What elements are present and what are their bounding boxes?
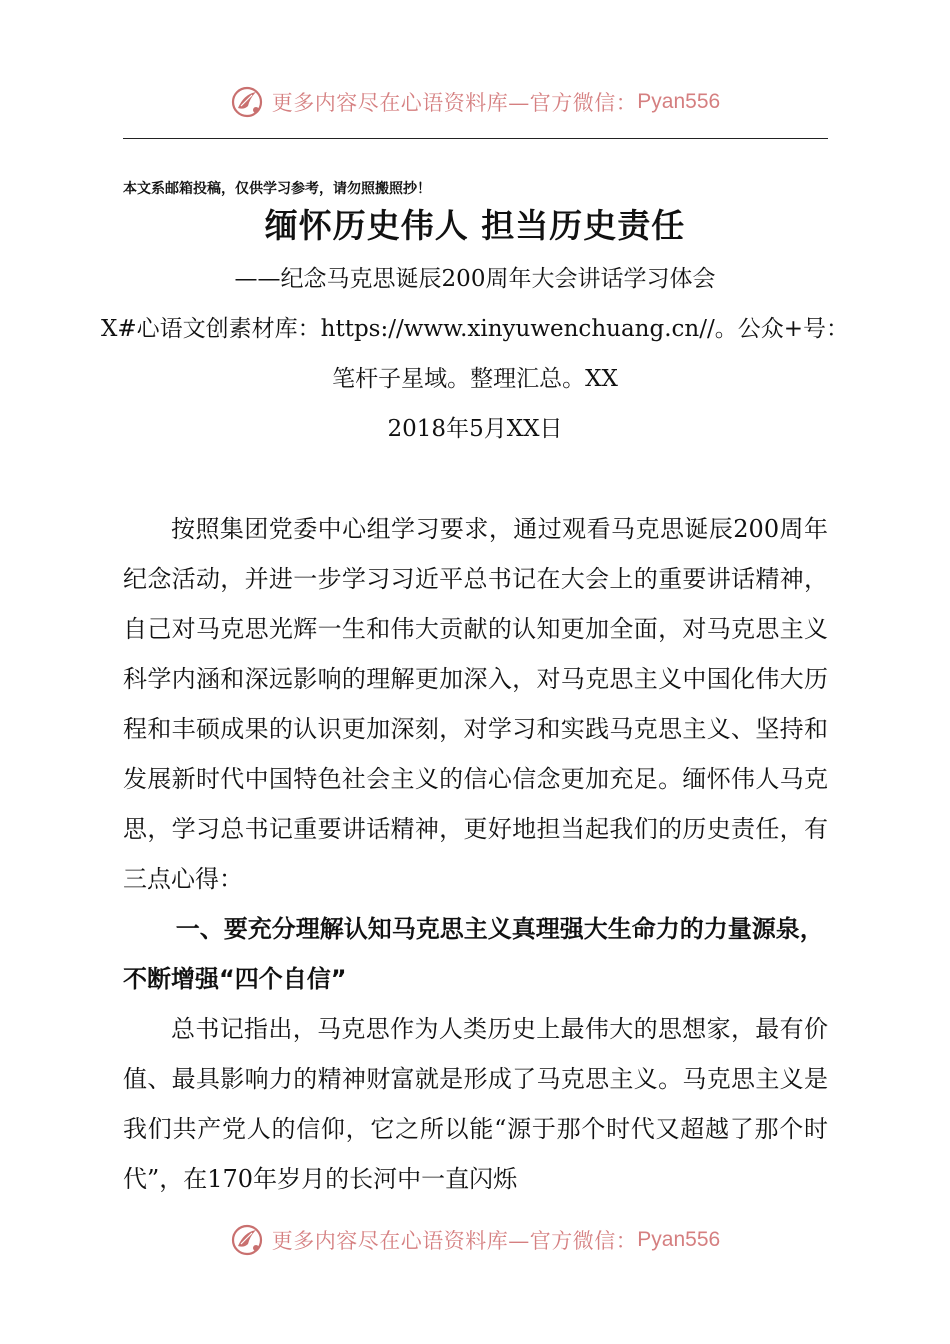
pen-swirl-logo-icon — [230, 84, 266, 120]
header-banner — [0, 82, 950, 122]
document-subtitle: ——纪念马克思诞辰200周年大会讲话学习体会 — [234, 266, 716, 292]
banner-text: 更多内容尽在心语资料库—官方微信： — [271, 1229, 638, 1253]
source-line-2: 笔杆子星域。整理汇总。XX — [332, 366, 618, 392]
header-divider — [123, 138, 828, 139]
pen-swirl-logo-icon — [230, 1222, 266, 1258]
document-title: 缅怀历史伟人 担当历史责任 — [264, 206, 686, 245]
body-paragraph-2 — [123, 1004, 828, 1204]
body-paragraph-1 — [123, 504, 828, 904]
paragraph-text: 总书记指出，马克思作为人类历史上最伟大的思想家，最有价值、最具影响力的精神财富就是形成了马克思主义。马克思主义是我们共产党人的信仰，它之所以能“源于那个时代又超越了那个时代”，在170年岁月的长河中一直闪烁 — [123, 1015, 828, 1193]
footer-banner — [0, 1220, 950, 1260]
submission-notice: 本文系邮箱投稿，仅供学习参考，请勿照搬照抄！ — [123, 181, 431, 197]
wechat-id: Pyan556 — [637, 1228, 721, 1251]
document-date: 2018年5月XX日 — [387, 416, 563, 442]
wechat-id: Pyan556 — [637, 90, 721, 113]
banner-text: 更多内容尽在心语资料库—官方微信： — [271, 91, 638, 115]
source-line-1: X#心语文创素材库：https://www.xinyuwenchuang.cn//。公众+号： — [101, 316, 849, 342]
paragraph-text: 按照集团党委中心组学习要求，通过观看马克思诞辰200周年纪念活动，并进一步学习习近平总书记在大会上的重要讲话精神，自己对马克思光辉一生和伟大贡献的认知更加全面，对马克思主义科学内涵和深远影响的理解更加深入，对马克思主义中国化伟大历程和丰硕成果的认识更加深刻，对学习和实践马克思主义、坚持和发展新时代中国特色社会主义的信心信念更加充足。缅怀伟人马克思，学习总书记重要讲话精神，更好地担当起我们的历史责任，有三点心得： — [123, 515, 828, 893]
section-heading-1: 一、要充分理解认知马克思主义真理强大生命力的力量源泉，不断增强“四个自信” — [123, 915, 824, 993]
